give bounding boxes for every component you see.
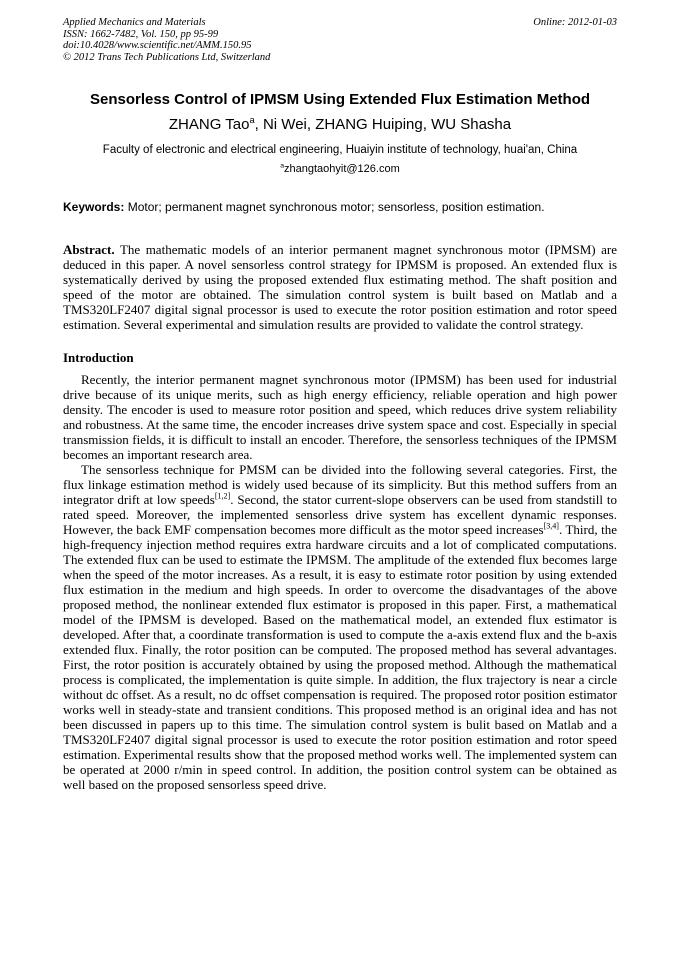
citation-ref-1-2: [1,2] — [214, 492, 231, 502]
email-line — [63, 162, 617, 176]
author-affiliation-mark: a — [249, 115, 255, 126]
email-affiliation-mark: a — [280, 162, 285, 170]
section-heading-introduction: Introduction — [63, 350, 134, 366]
citation-ref-3-4: [3,4] — [543, 522, 559, 532]
keywords-text: Motor; permanent magnet synchronous motor; sensorless, position estimation. — [124, 200, 545, 215]
paper-title: Sensorless Control of IPMSM Using Extended Flux Estimation Method — [89, 91, 591, 109]
online-date: Online: 2012-01-03 — [533, 17, 617, 28]
journal-name: Applied Mechanics and Materials — [63, 17, 206, 28]
intro-paragraph-1: Recently, the interior permanent magnet synchronous motor (IPMSM) has been used for industrial drive because of its unique merits, such as high energy efficiency, reliable operation and high power density. The encoder is used to measure rotor position and speed, which reduces drive system reliability and robustness. At the same time, the encoder increases drive system space and cost. Especially in special transmission fields, it is difficult to install an encoder. Therefore, the sensorless techniques of the IPMSM becomes an important research area. — [63, 372, 617, 463]
intro-paragraph-2-seg2: . Second, the stator current-slope observers can be used from standstill to rated speed. Moreover, the implemented sensorless drive system has excellent dynamic responses. However, the back EMF compensation becomes more difficult as the motor speed increases — [63, 492, 617, 538]
intro-paragraph-2-seg1: The sensorless technique for PMSM can be divided into the following several categories. First, the flux linkage estimation method is widely used because of its simplicity. But this method suffers from an integrator drift at low speeds — [63, 462, 617, 508]
issn-line: ISSN: 1662-7482, Vol. 150, pp 95-99 — [63, 28, 219, 40]
abstract-paragraph — [63, 242, 617, 332]
journal-header-row — [63, 17, 617, 29]
abstract-label: Abstract. — [63, 242, 115, 258]
authors-rest: , Ni Wei, ZHANG Huiping, WU Shasha — [254, 116, 512, 134]
abstract-text: The mathematic models of an interior permanent magnet synchronous motor (IPMSM) are deduced in this paper. A novel sensorless control strategy for IPMSM is proposed. An extended flux is systematically derived by using the proposed extended flux estimating method. The shaft position and speed of the motor are obtained. The simulation control system is built based on Matlab and a TMS320LF2407 digital signal processor is used to execute the rotor position estimation and rotor speed estimation. Several experimental and simulation results are provided to validate the control strategy. — [63, 242, 617, 333]
keywords-label: Keywords: — [63, 200, 125, 215]
authors-line — [63, 116, 617, 134]
doi-line: doi:10.4028/www.scientific.net/AMM.150.95 — [63, 40, 252, 52]
author-name-first: ZHANG Tao — [168, 116, 250, 134]
intro-paragraph-2 — [63, 462, 617, 792]
affiliation-line: Faculty of electronic and electrical engineering, Huaiyin institute of technology, huai'an, China — [102, 144, 578, 157]
journal-header — [63, 17, 617, 63]
email-address: zhangtaohyit@126.com — [284, 163, 400, 176]
copyright-line: © 2012 Trans Tech Publications Ltd, Switzerland — [63, 51, 271, 63]
keywords-line — [63, 200, 617, 215]
intro-paragraph-2-seg3: . Third, the high-frequency injection method requires extra hardware circuits and a lot of complicated computations. The extended flux can be used to estimate the IPMSM. The amplitude of the extended flux becomes large when the speed of the motor increases. As a result, it is easy to estimate rotor position by using extended flux estimation in the medium and high speeds. In order to overcome the disadvantages of the above proposed method, the nonlinear extended flux estimator is proposed in this paper. First, a mathematical model of the IPMSM is developed. Based on the mathematical model, an extended flux estimator is developed. After that, a coordinate transformation is used to compute the a-axis extend flux and the b-axis extended flux. Finally, the rotor position can be computed. The proposed method has several advantages. First, the rotor position is accurately obtained by using the proposed method. Although the mathematical process is complicated, the implementation is quite simple. In addition, the flux trajectory is near a circle without dc offset. As a result, no dc offset compensation is required. The proposed rotor position estimator works well in steady-state and transient conditions. This proposed method is an original idea and has not been discussed in papers up to this time. The simulation control system is bulit based on Matlab and a TMS320LF2407 digital signal processor is used to execute the rotor position estimation and rotor speed estimation. Experimental results show that the proposed method works well. The implemented system can be operated at 2000 r/min in speed control. In addition, the position control system can be obtained as well based on the proposed sensorless speed drive. — [63, 522, 617, 793]
